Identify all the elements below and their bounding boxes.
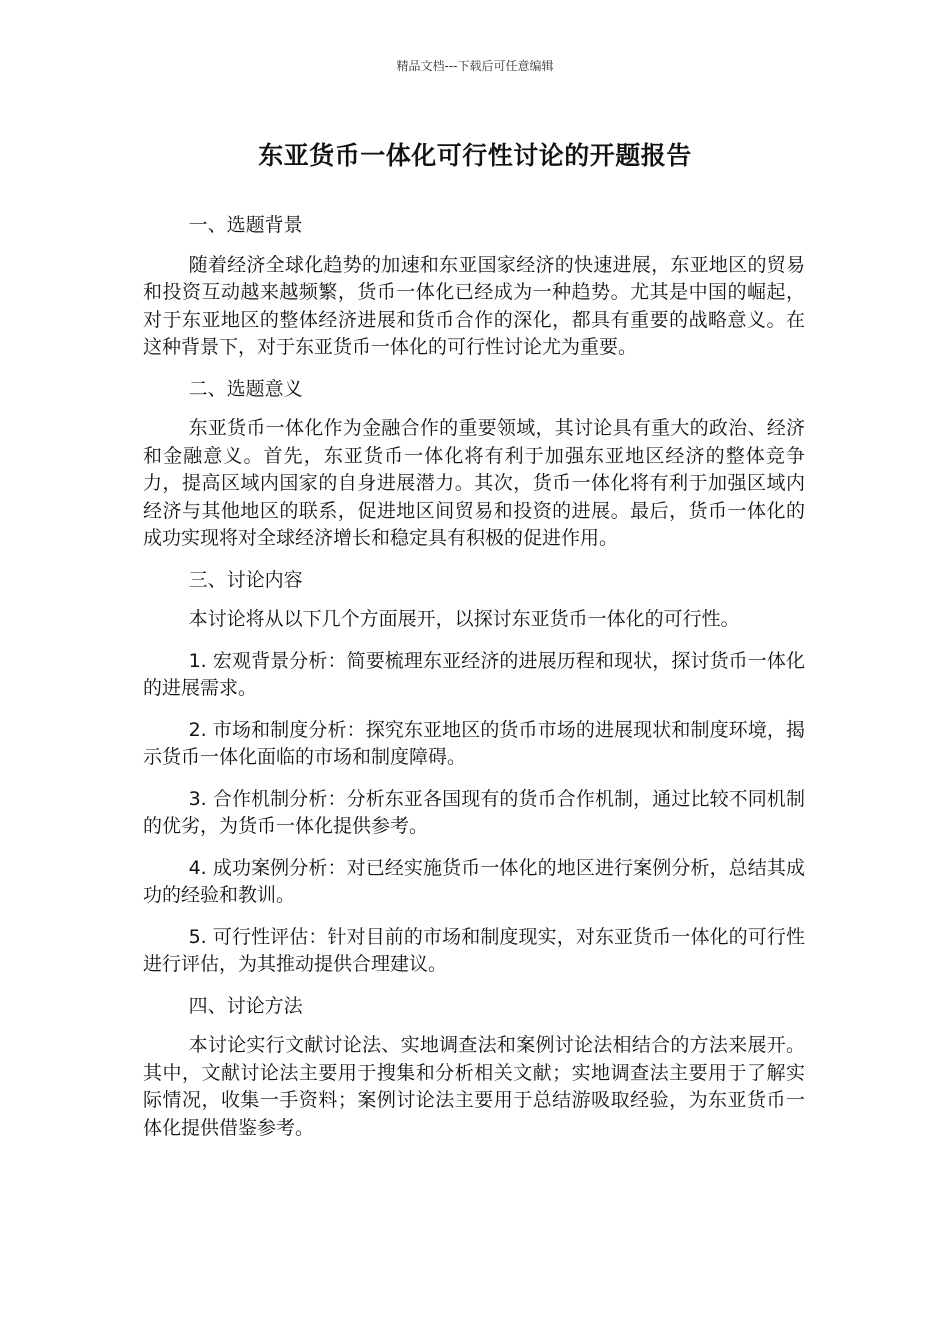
list-item-market-institution-analysis: 2. 市场和制度分析：探究东亚地区的货币市场的进展现状和制度环境，揭示货币一体化面临的市场和制度障碍。 (143, 718, 805, 768)
paragraph-background: 随着经济全球化趋势的加速和东亚国家经济的快速进展，东亚地区的贸易和投资互动越来越频繁，货币一体化已经成为一种趋势。尤其是中国的崛起，对于东亚地区的整体经济进展和货币合作的深化，都具有重要的战略意义。在这种背景下，对于东亚货币一体化的可行性讨论尤为重要。 (143, 253, 805, 358)
list-item-cooperation-mechanism-analysis: 3. 合作机制分析：分析东亚各国现有的货币合作机制，通过比较不同机制的优劣，为货币一体化提供参考。 (143, 787, 805, 837)
section-heading-content: 三、讨论内容 (188, 568, 303, 591)
paragraph-significance: 东亚货币一体化作为金融合作的重要领域，其讨论具有重大的政治、经济和金融意义。首先，东亚货币一体化将有利于加强东亚地区经济的整体竞争力，提高区域内国家的自身进展潜力。其次，货币一体化将有利于加强区域内经济与其他地区的联系，促进地区间贸易和投资的进展。最后，货币一体化的成功实现将对全球经济增长和稳定具有积极的促进作用。 (143, 417, 805, 549)
list-item-feasibility-assessment: 5. 可行性评估：针对目前的市场和制度现实，对东亚货币一体化的可行性进行评估，为其推动提供合理建议。 (143, 925, 805, 975)
list-item-macro-analysis: 1. 宏观背景分析：简要梳理东亚经济的进展历程和现状，探讨货币一体化的进展需求。 (143, 649, 805, 699)
list-item-case-analysis: 4. 成功案例分析：对已经实施货币一体化的地区进行案例分析，总结其成功的经验和教训。 (143, 856, 805, 906)
section-heading-significance: 二、选题意义 (188, 377, 303, 400)
document-body (143, 212, 805, 1156)
section-heading-method: 四、讨论方法 (188, 994, 303, 1017)
document-title: 东亚货币一体化可行性讨论的开题报告 (258, 141, 692, 170)
page-header-watermark: 精品文档---下载后可任意编辑 (396, 59, 554, 73)
paragraph-method: 本讨论实行文献讨论法、实地调查法和案例讨论法相结合的方法来展开。其中，文献讨论法主要用于搜集和分析相关文献；实地调查法主要用于了解实际情况，收集一手资料；案例讨论法主要用于总结游吸取经验，为东亚货币一体化提供借鉴参考。 (143, 1034, 805, 1139)
paragraph-content-intro: 本讨论将从以下几个方面展开，以探讨东亚货币一体化的可行性。 (188, 608, 740, 630)
section-heading-background: 一、选题背景 (188, 214, 303, 236)
